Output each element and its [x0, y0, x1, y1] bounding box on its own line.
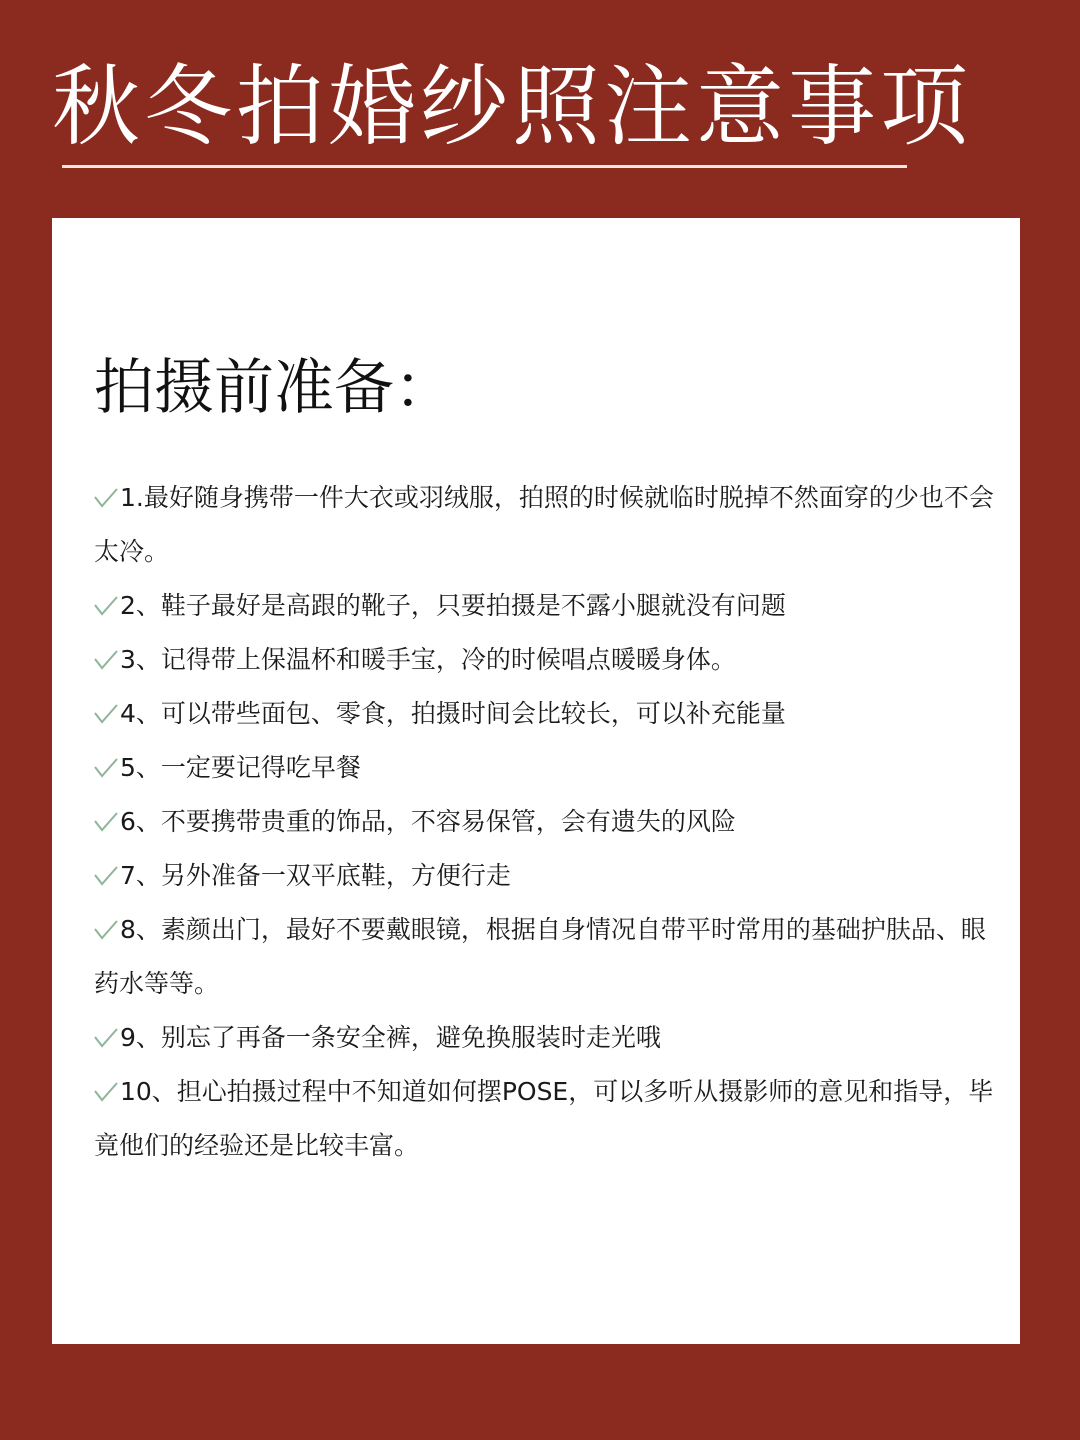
content-card	[52, 218, 1020, 1344]
check-mark-icon	[94, 866, 118, 886]
checklist	[94, 471, 994, 1173]
checklist-item-text: 7、另外准备一双平底鞋，方便行走	[120, 861, 511, 890]
check-mark-icon	[94, 812, 118, 832]
checklist-item-text: 10、担心拍摄过程中不知道如何摆POSE，可以多听从摄影师的意见和指导，毕竟他们的经验还是比较丰富。	[94, 1077, 994, 1160]
check-mark-icon	[94, 488, 118, 508]
checklist-item-text: 4、可以带些面包、零食，拍摄时间会比较长，可以补充能量	[120, 699, 786, 728]
checklist-item-text: 6、不要携带贵重的饰品，不容易保管，会有遗失的风险	[120, 807, 736, 836]
checklist-item-text: 3、记得带上保温杯和暖手宝，冷的时候唱点暖暖身体。	[120, 645, 736, 674]
bottom-band	[0, 1346, 1080, 1440]
check-mark-icon	[94, 704, 118, 724]
checklist-item	[94, 741, 994, 795]
check-mark-icon	[94, 920, 118, 940]
checklist-item-text: 5、一定要记得吃早餐	[120, 753, 361, 782]
title-underline	[62, 165, 907, 168]
checklist-item	[94, 471, 994, 579]
checklist-item	[94, 633, 994, 687]
checklist-item	[94, 795, 994, 849]
checklist-item	[94, 1065, 994, 1173]
checklist-item	[94, 687, 994, 741]
check-mark-icon	[94, 596, 118, 616]
checklist-item	[94, 903, 994, 1011]
check-mark-icon	[94, 1082, 118, 1102]
check-mark-icon	[94, 758, 118, 778]
check-mark-icon	[94, 650, 118, 670]
page-title: 秋冬拍婚纱照注意事项	[52, 55, 973, 158]
checklist-item-text: 8、素颜出门，最好不要戴眼镜，根据自身情况自带平时常用的基础护肤品、眼药水等等。	[94, 915, 986, 998]
checklist-item-text: 9、别忘了再备一条安全裤，避免换服装时走光哦	[120, 1023, 661, 1052]
checklist-item-text: 2、鞋子最好是高跟的靴子，只要拍摄是不露小腿就没有问题	[120, 591, 786, 620]
checklist-item	[94, 1011, 994, 1065]
checklist-item	[94, 849, 994, 903]
checklist-item-text: 1.最好随身携带一件大衣或羽绒服，拍照的时候就临时脱掉不然面穿的少也不会太冷。	[94, 483, 994, 566]
check-mark-icon	[94, 1028, 118, 1048]
checklist-item	[94, 579, 994, 633]
section-heading: 拍摄前准备：	[94, 353, 454, 423]
